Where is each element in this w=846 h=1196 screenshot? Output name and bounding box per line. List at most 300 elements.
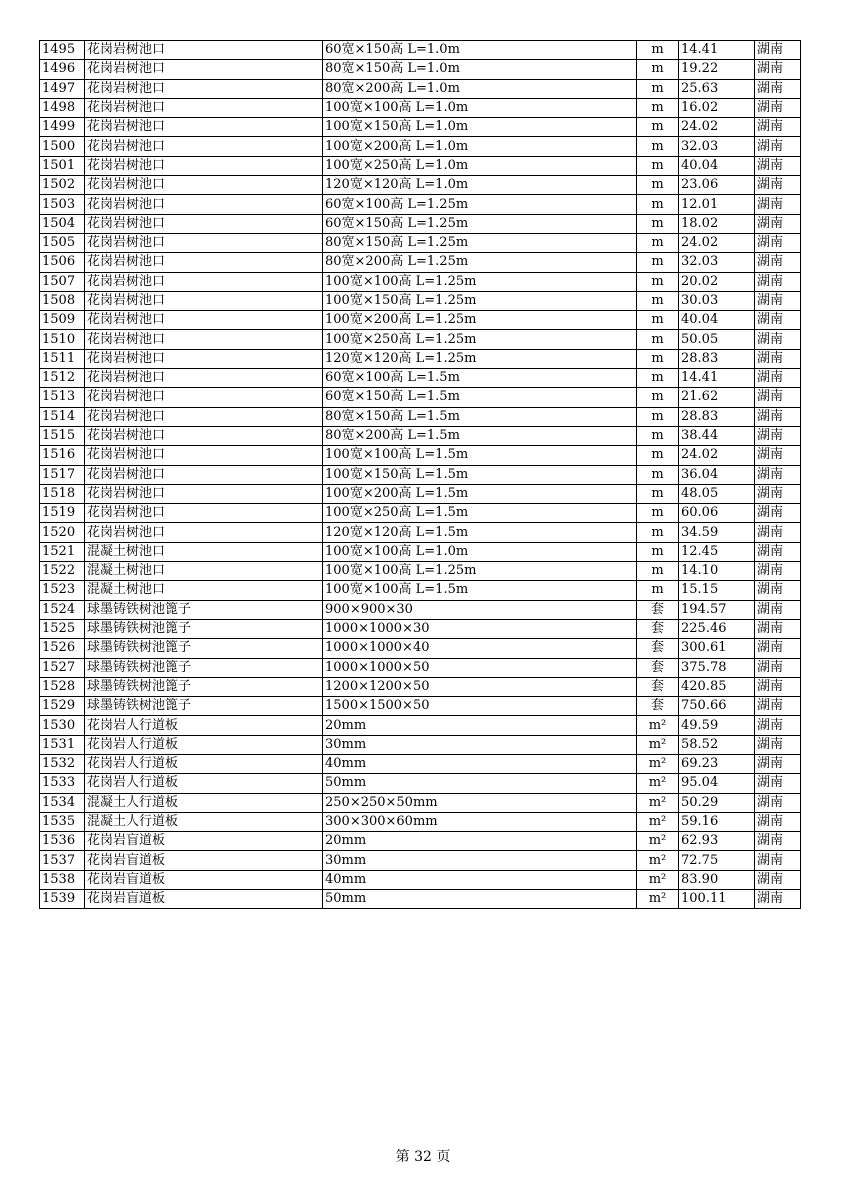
spec-cell: 1200×1200×50 <box>323 677 637 696</box>
spec-cell: 40mm <box>323 870 637 889</box>
item-name-cell: 花岗岩树池口 <box>85 253 323 272</box>
item-name-cell: 花岗岩树池口 <box>85 484 323 503</box>
spec-cell: 1500×1500×50 <box>323 697 637 716</box>
table-row <box>40 41 801 60</box>
region-cell: 湖南 <box>755 369 801 388</box>
spec-cell: 80宽×150高 L=1.0m <box>323 60 637 79</box>
spec-cell: 60宽×150高 L=1.25m <box>323 214 637 233</box>
row-number-cell: 1534 <box>40 793 85 812</box>
row-number-cell: 1495 <box>40 41 85 60</box>
region-cell: 湖南 <box>755 639 801 658</box>
table-row <box>40 330 801 349</box>
table-row <box>40 388 801 407</box>
price-cell: 69.23 <box>679 754 755 773</box>
unit-cell: m <box>637 233 679 252</box>
row-number-cell: 1517 <box>40 465 85 484</box>
unit-cell: m <box>637 291 679 310</box>
item-name-cell: 花岗岩盲道板 <box>85 870 323 889</box>
spec-cell: 30mm <box>323 735 637 754</box>
price-cell: 18.02 <box>679 214 755 233</box>
table-row <box>40 253 801 272</box>
price-cell: 100.11 <box>679 890 755 909</box>
table-row <box>40 407 801 426</box>
item-name-cell: 花岗岩树池口 <box>85 118 323 137</box>
unit-cell: m <box>637 369 679 388</box>
item-name-cell: 花岗岩树池口 <box>85 156 323 175</box>
unit-cell: m <box>637 388 679 407</box>
item-name-cell: 花岗岩人行道板 <box>85 735 323 754</box>
row-number-cell: 1504 <box>40 214 85 233</box>
unit-cell: m <box>637 214 679 233</box>
unit-cell: m <box>637 523 679 542</box>
spec-cell: 100宽×100高 L=1.25m <box>323 562 637 581</box>
region-cell: 湖南 <box>755 214 801 233</box>
price-cell: 24.02 <box>679 446 755 465</box>
price-cell: 19.22 <box>679 60 755 79</box>
row-number-cell: 1526 <box>40 639 85 658</box>
row-number-cell: 1506 <box>40 253 85 272</box>
item-name-cell: 花岗岩树池口 <box>85 426 323 445</box>
unit-cell: m² <box>637 716 679 735</box>
unit-cell: m <box>637 311 679 330</box>
region-cell: 湖南 <box>755 446 801 465</box>
region-cell: 湖南 <box>755 233 801 252</box>
table-row <box>40 851 801 870</box>
price-cell: 14.41 <box>679 41 755 60</box>
spec-cell: 100宽×100高 L=1.5m <box>323 581 637 600</box>
item-name-cell: 花岗岩树池口 <box>85 388 323 407</box>
spec-cell: 1000×1000×30 <box>323 619 637 638</box>
unit-cell: m <box>637 330 679 349</box>
price-cell: 48.05 <box>679 484 755 503</box>
price-cell: 58.52 <box>679 735 755 754</box>
item-name-cell: 花岗岩树池口 <box>85 272 323 291</box>
spec-cell: 100宽×250高 L=1.5m <box>323 504 637 523</box>
table-row <box>40 291 801 310</box>
table-row <box>40 156 801 175</box>
region-cell: 湖南 <box>755 176 801 195</box>
spec-cell: 100宽×150高 L=1.25m <box>323 291 637 310</box>
price-cell: 420.85 <box>679 677 755 696</box>
table-row <box>40 98 801 117</box>
region-cell: 湖南 <box>755 812 801 831</box>
spec-cell: 80宽×150高 L=1.25m <box>323 233 637 252</box>
price-cell: 750.66 <box>679 697 755 716</box>
unit-cell: m <box>637 504 679 523</box>
region-cell: 湖南 <box>755 426 801 445</box>
price-table <box>39 40 801 909</box>
row-number-cell: 1539 <box>40 890 85 909</box>
item-name-cell: 球墨铸铁树池篦子 <box>85 600 323 619</box>
row-number-cell: 1508 <box>40 291 85 310</box>
region-cell: 湖南 <box>755 195 801 214</box>
row-number-cell: 1533 <box>40 774 85 793</box>
unit-cell: 套 <box>637 600 679 619</box>
unit-cell: 套 <box>637 677 679 696</box>
table-row <box>40 349 801 368</box>
spec-cell: 1000×1000×40 <box>323 639 637 658</box>
unit-cell: m² <box>637 793 679 812</box>
table-row <box>40 195 801 214</box>
row-number-cell: 1499 <box>40 118 85 137</box>
region-cell: 湖南 <box>755 465 801 484</box>
price-cell: 50.05 <box>679 330 755 349</box>
item-name-cell: 混凝土树池口 <box>85 542 323 561</box>
price-cell: 38.44 <box>679 426 755 445</box>
item-name-cell: 球墨铸铁树池篦子 <box>85 697 323 716</box>
unit-cell: m² <box>637 812 679 831</box>
unit-cell: m <box>637 542 679 561</box>
table-row <box>40 793 801 812</box>
spec-cell: 80宽×150高 L=1.5m <box>323 407 637 426</box>
item-name-cell: 花岗岩盲道板 <box>85 832 323 851</box>
price-cell: 30.03 <box>679 291 755 310</box>
table-row <box>40 542 801 561</box>
item-name-cell: 花岗岩树池口 <box>85 407 323 426</box>
table-row <box>40 233 801 252</box>
row-number-cell: 1500 <box>40 137 85 156</box>
unit-cell: m² <box>637 890 679 909</box>
item-name-cell: 花岗岩树池口 <box>85 176 323 195</box>
region-cell: 湖南 <box>755 253 801 272</box>
row-number-cell: 1512 <box>40 369 85 388</box>
unit-cell: 套 <box>637 619 679 638</box>
spec-cell: 80宽×200高 L=1.5m <box>323 426 637 445</box>
unit-cell: m² <box>637 851 679 870</box>
item-name-cell: 花岗岩树池口 <box>85 523 323 542</box>
spec-cell: 100宽×200高 L=1.5m <box>323 484 637 503</box>
price-cell: 25.63 <box>679 79 755 98</box>
price-cell: 32.03 <box>679 137 755 156</box>
row-number-cell: 1529 <box>40 697 85 716</box>
unit-cell: m <box>637 176 679 195</box>
price-cell: 24.02 <box>679 233 755 252</box>
item-name-cell: 花岗岩树池口 <box>85 465 323 484</box>
spec-cell: 100宽×150高 L=1.5m <box>323 465 637 484</box>
region-cell: 湖南 <box>755 137 801 156</box>
item-name-cell: 花岗岩树池口 <box>85 291 323 310</box>
spec-cell: 60宽×100高 L=1.25m <box>323 195 637 214</box>
region-cell: 湖南 <box>755 349 801 368</box>
item-name-cell: 花岗岩人行道板 <box>85 774 323 793</box>
item-name-cell: 花岗岩盲道板 <box>85 890 323 909</box>
region-cell: 湖南 <box>755 677 801 696</box>
region-cell: 湖南 <box>755 156 801 175</box>
table-row <box>40 214 801 233</box>
spec-cell: 120宽×120高 L=1.0m <box>323 176 637 195</box>
row-number-cell: 1530 <box>40 716 85 735</box>
row-number-cell: 1527 <box>40 658 85 677</box>
row-number-cell: 1525 <box>40 619 85 638</box>
unit-cell: m <box>637 253 679 272</box>
item-name-cell: 花岗岩人行道板 <box>85 754 323 773</box>
region-cell: 湖南 <box>755 118 801 137</box>
region-cell: 湖南 <box>755 562 801 581</box>
table-row <box>40 639 801 658</box>
spec-cell: 50mm <box>323 890 637 909</box>
unit-cell: m <box>637 349 679 368</box>
row-number-cell: 1516 <box>40 446 85 465</box>
price-cell: 225.46 <box>679 619 755 638</box>
row-number-cell: 1501 <box>40 156 85 175</box>
spec-cell: 300×300×60mm <box>323 812 637 831</box>
spec-cell: 120宽×120高 L=1.25m <box>323 349 637 368</box>
region-cell: 湖南 <box>755 484 801 503</box>
region-cell: 湖南 <box>755 291 801 310</box>
item-name-cell: 花岗岩树池口 <box>85 233 323 252</box>
unit-cell: m <box>637 98 679 117</box>
unit-cell: 套 <box>637 658 679 677</box>
spec-cell: 250×250×50mm <box>323 793 637 812</box>
row-number-cell: 1502 <box>40 176 85 195</box>
region-cell: 湖南 <box>755 697 801 716</box>
unit-cell: m <box>637 407 679 426</box>
table-row <box>40 504 801 523</box>
unit-cell: 套 <box>637 697 679 716</box>
unit-cell: 套 <box>637 639 679 658</box>
item-name-cell: 花岗岩盲道板 <box>85 851 323 870</box>
price-cell: 375.78 <box>679 658 755 677</box>
spec-cell: 120宽×120高 L=1.5m <box>323 523 637 542</box>
row-number-cell: 1509 <box>40 311 85 330</box>
item-name-cell: 混凝土人行道板 <box>85 793 323 812</box>
spec-cell: 100宽×100高 L=1.0m <box>323 542 637 561</box>
spec-cell: 20mm <box>323 832 637 851</box>
region-cell: 湖南 <box>755 504 801 523</box>
item-name-cell: 混凝土人行道板 <box>85 812 323 831</box>
item-name-cell: 球墨铸铁树池篦子 <box>85 639 323 658</box>
price-cell: 20.02 <box>679 272 755 291</box>
row-number-cell: 1519 <box>40 504 85 523</box>
region-cell: 湖南 <box>755 388 801 407</box>
row-number-cell: 1497 <box>40 79 85 98</box>
unit-cell: m² <box>637 832 679 851</box>
region-cell: 湖南 <box>755 754 801 773</box>
price-cell: 49.59 <box>679 716 755 735</box>
table-row <box>40 369 801 388</box>
region-cell: 湖南 <box>755 330 801 349</box>
price-cell: 24.02 <box>679 118 755 137</box>
spec-cell: 60宽×150高 L=1.5m <box>323 388 637 407</box>
table-row <box>40 523 801 542</box>
region-cell: 湖南 <box>755 716 801 735</box>
spec-cell: 60宽×100高 L=1.5m <box>323 369 637 388</box>
row-number-cell: 1524 <box>40 600 85 619</box>
item-name-cell: 花岗岩树池口 <box>85 98 323 117</box>
price-cell: 36.04 <box>679 465 755 484</box>
table-row <box>40 465 801 484</box>
spec-cell: 100宽×200高 L=1.25m <box>323 311 637 330</box>
region-cell: 湖南 <box>755 581 801 600</box>
table-row <box>40 619 801 638</box>
table-row <box>40 754 801 773</box>
price-cell: 300.61 <box>679 639 755 658</box>
spec-cell: 100宽×250高 L=1.0m <box>323 156 637 175</box>
row-number-cell: 1511 <box>40 349 85 368</box>
row-number-cell: 1503 <box>40 195 85 214</box>
table-row <box>40 272 801 291</box>
unit-cell: m <box>637 581 679 600</box>
price-cell: 16.02 <box>679 98 755 117</box>
spec-cell: 30mm <box>323 851 637 870</box>
region-cell: 湖南 <box>755 523 801 542</box>
row-number-cell: 1520 <box>40 523 85 542</box>
region-cell: 湖南 <box>755 658 801 677</box>
row-number-cell: 1507 <box>40 272 85 291</box>
unit-cell: m <box>637 60 679 79</box>
unit-cell: m <box>637 465 679 484</box>
table-row <box>40 484 801 503</box>
unit-cell: m <box>637 272 679 291</box>
table-row <box>40 311 801 330</box>
item-name-cell: 球墨铸铁树池篦子 <box>85 677 323 696</box>
price-cell: 28.83 <box>679 349 755 368</box>
region-cell: 湖南 <box>755 407 801 426</box>
table-row <box>40 677 801 696</box>
unit-cell: m <box>637 484 679 503</box>
unit-cell: m² <box>637 870 679 889</box>
spec-cell: 80宽×200高 L=1.0m <box>323 79 637 98</box>
item-name-cell: 混凝土树池口 <box>85 581 323 600</box>
region-cell: 湖南 <box>755 60 801 79</box>
region-cell: 湖南 <box>755 98 801 117</box>
unit-cell: m <box>637 562 679 581</box>
spec-cell: 100宽×100高 L=1.5m <box>323 446 637 465</box>
row-number-cell: 1528 <box>40 677 85 696</box>
row-number-cell: 1515 <box>40 426 85 445</box>
spec-cell: 1000×1000×50 <box>323 658 637 677</box>
price-cell: 12.45 <box>679 542 755 561</box>
price-cell: 59.16 <box>679 812 755 831</box>
region-cell: 湖南 <box>755 79 801 98</box>
spec-cell: 100宽×150高 L=1.0m <box>323 118 637 137</box>
region-cell: 湖南 <box>755 311 801 330</box>
item-name-cell: 花岗岩树池口 <box>85 60 323 79</box>
unit-cell: m <box>637 195 679 214</box>
region-cell: 湖南 <box>755 542 801 561</box>
unit-cell: m <box>637 137 679 156</box>
spec-cell: 80宽×200高 L=1.25m <box>323 253 637 272</box>
row-number-cell: 1531 <box>40 735 85 754</box>
item-name-cell: 花岗岩树池口 <box>85 41 323 60</box>
unit-cell: m² <box>637 735 679 754</box>
spec-cell: 100宽×200高 L=1.0m <box>323 137 637 156</box>
row-number-cell: 1535 <box>40 812 85 831</box>
row-number-cell: 1538 <box>40 870 85 889</box>
item-name-cell: 花岗岩树池口 <box>85 349 323 368</box>
unit-cell: m <box>637 41 679 60</box>
table-row <box>40 716 801 735</box>
price-cell: 28.83 <box>679 407 755 426</box>
row-number-cell: 1518 <box>40 484 85 503</box>
unit-cell: m <box>637 426 679 445</box>
price-cell: 95.04 <box>679 774 755 793</box>
price-cell: 83.90 <box>679 870 755 889</box>
region-cell: 湖南 <box>755 870 801 889</box>
item-name-cell: 花岗岩树池口 <box>85 446 323 465</box>
item-name-cell: 花岗岩树池口 <box>85 369 323 388</box>
table-row <box>40 562 801 581</box>
table-row <box>40 812 801 831</box>
unit-cell: m² <box>637 774 679 793</box>
price-cell: 34.59 <box>679 523 755 542</box>
table-row <box>40 60 801 79</box>
spec-cell: 50mm <box>323 774 637 793</box>
spec-cell: 900×900×30 <box>323 600 637 619</box>
table-row <box>40 118 801 137</box>
table-row <box>40 600 801 619</box>
table-row <box>40 890 801 909</box>
row-number-cell: 1537 <box>40 851 85 870</box>
region-cell: 湖南 <box>755 41 801 60</box>
row-number-cell: 1523 <box>40 581 85 600</box>
row-number-cell: 1536 <box>40 832 85 851</box>
price-cell: 50.29 <box>679 793 755 812</box>
region-cell: 湖南 <box>755 735 801 754</box>
row-number-cell: 1514 <box>40 407 85 426</box>
price-cell: 15.15 <box>679 581 755 600</box>
table-row <box>40 426 801 445</box>
row-number-cell: 1522 <box>40 562 85 581</box>
item-name-cell: 花岗岩树池口 <box>85 195 323 214</box>
item-name-cell: 混凝土树池口 <box>85 562 323 581</box>
page-number: 第 32 页 <box>395 1149 451 1165</box>
price-cell: 60.06 <box>679 504 755 523</box>
region-cell: 湖南 <box>755 619 801 638</box>
row-number-cell: 1521 <box>40 542 85 561</box>
item-name-cell: 花岗岩树池口 <box>85 214 323 233</box>
spec-cell: 20mm <box>323 716 637 735</box>
item-name-cell: 花岗岩树池口 <box>85 504 323 523</box>
region-cell: 湖南 <box>755 774 801 793</box>
table-row <box>40 658 801 677</box>
price-cell: 72.75 <box>679 851 755 870</box>
table-row <box>40 79 801 98</box>
table-row <box>40 137 801 156</box>
unit-cell: m <box>637 118 679 137</box>
item-name-cell: 球墨铸铁树池篦子 <box>85 619 323 638</box>
item-name-cell: 花岗岩人行道板 <box>85 716 323 735</box>
table-body <box>40 41 801 909</box>
item-name-cell: 花岗岩树池口 <box>85 137 323 156</box>
spec-cell: 100宽×100高 L=1.0m <box>323 98 637 117</box>
row-number-cell: 1496 <box>40 60 85 79</box>
table-row <box>40 832 801 851</box>
spec-cell: 100宽×250高 L=1.25m <box>323 330 637 349</box>
spec-cell: 100宽×100高 L=1.25m <box>323 272 637 291</box>
row-number-cell: 1498 <box>40 98 85 117</box>
table-row <box>40 581 801 600</box>
price-cell: 40.04 <box>679 311 755 330</box>
price-cell: 62.93 <box>679 832 755 851</box>
item-name-cell: 花岗岩树池口 <box>85 330 323 349</box>
price-cell: 21.62 <box>679 388 755 407</box>
table-row <box>40 697 801 716</box>
table-row <box>40 735 801 754</box>
unit-cell: m <box>637 446 679 465</box>
unit-cell: m <box>637 156 679 175</box>
region-cell: 湖南 <box>755 851 801 870</box>
price-cell: 40.04 <box>679 156 755 175</box>
region-cell: 湖南 <box>755 272 801 291</box>
region-cell: 湖南 <box>755 600 801 619</box>
spec-cell: 60宽×150高 L=1.0m <box>323 41 637 60</box>
price-cell: 194.57 <box>679 600 755 619</box>
price-cell: 14.41 <box>679 369 755 388</box>
price-cell: 32.03 <box>679 253 755 272</box>
row-number-cell: 1532 <box>40 754 85 773</box>
table-row <box>40 176 801 195</box>
